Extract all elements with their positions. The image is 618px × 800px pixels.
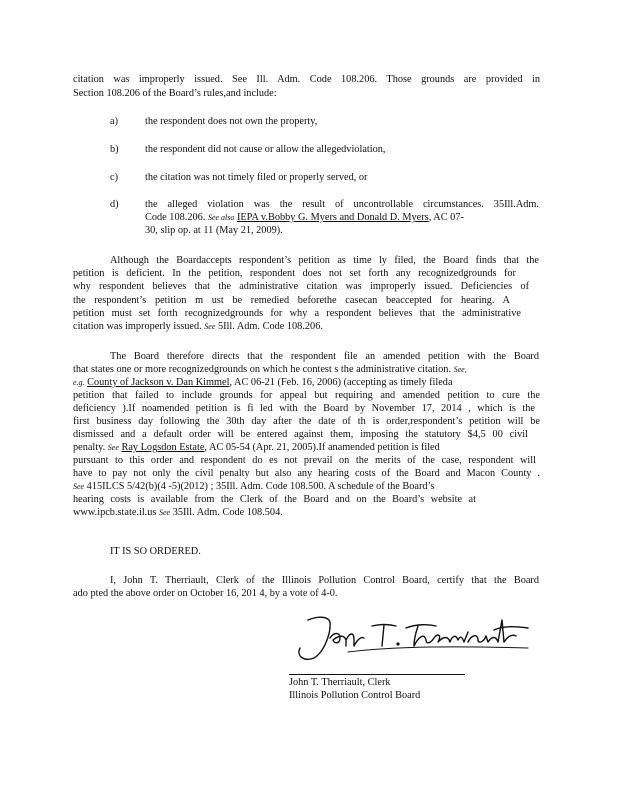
ground-b-label: b) [110,144,119,155]
para2-line-1: The Board therefore directs that the respondent file an amended petition with the Board [110,351,539,362]
para2-line-6: first business day following the 30th day after the date of th is order,respondent’s petition will be [73,416,540,427]
para1-line-5: petition must set forth recognizedgrounds for why a respondent believes that the administrative [73,308,521,319]
ground-a-label: a) [110,116,118,127]
intro-line-2: Section 108.206 of the Board’s rules,and include: [73,88,277,99]
eg-signal: e.g. [73,378,85,387]
para2-line-4: petition that failed to include grounds for appeal but requiring and amended petition to cure the [73,390,540,401]
para2-line-8: penalty. See Ray Logsdon Estate, AC 05-54 (Apr. 21, 2005).If anamended petition is filed [73,442,440,453]
see-signal: See [159,508,171,517]
case-citation-myers: IEPA v.Bobby G. Myers and Donald D. Myers [236,212,429,223]
para2-line-7: dismissed and a default order will be entered against them, imposing the statutory $4,5 00 civil [73,429,528,440]
ground-b-text: the respondent did not cause or allow the allegedviolation, [145,144,386,155]
para2-line-11: See 415ILCS 5/42(b)(4 -5)(2012) ; 35Ill. Adm. Code 108.500. A schedule of the Board’s [73,481,435,492]
certification-line-1: I, John T. Therriault, Clerk of the Illinois Pollution Control Board, certify that the Board [110,575,539,586]
ground-d-line-1: the alleged violation was the result of uncontrollable circumstances. 35Ill.Adm. [145,199,539,210]
para2-line-5: deficiency ).If noamended petition is fi led with the Board by November 17, 2014 , which is the [73,403,535,414]
clerk-name: John T. Therriault, Clerk [289,677,391,688]
see-signal: See [107,443,119,452]
para1-line-4: the respondent’s petition m ust be remedied beforethe casecan beaccepted for hearing. A [73,295,510,306]
board-name: Illinois Pollution Control Board [289,690,421,701]
para1-line-2: petition is deficient. In the petition, respondent does not set forth any recognizedgrounds for [73,268,516,279]
board-website[interactable]: www.ipcb.state.il.us [73,507,159,518]
ground-d-line-3: 30, slip op. at 11 (May 21, 2009). [145,225,283,236]
para1-line-3: why respondent believes that the administrative citation was improperly issued. Deficiencies of [73,281,529,292]
intro-line-1: citation was improperly issued. See Ill. Adm. Code 108.206. Those grounds are provided in [73,74,540,85]
ground-a-text: the respondent does not own the property, [145,116,318,127]
ground-c-label: c) [110,172,118,183]
so-ordered: IT IS SO ORDERED. [110,546,201,557]
para2-line-10: have to pay not only the civil penalty but also any hearing costs of the Board and Macon County . [73,468,540,479]
para2-line-12: hearing costs is available from the Clerk of the Board and on the Board’s website at [73,494,476,505]
para1-line-1: Although the Boardaccepts respondent’s petition as time ly filed, the Board finds that the [110,255,539,266]
case-citation-kimmel: County of Jackson v. Dan Kimmel [87,377,230,388]
ground-c-text: the citation was not timely filed or properly served, or [145,172,368,183]
para2-line-2: that states one or more recognizedgrounds on which he contest s the administrative citation. See, [73,364,467,375]
para2-line-3: e.g. County of Jackson v. Dan Kimmel, AC 06-21 (Feb. 16, 2006) (accepting as timely fileda [73,377,453,388]
ground-d-line-2: Code 108.206. See also IEPA v.Bobby G. Myers and Donald D. Myers, AC 07- [145,212,464,223]
signature-line [289,674,465,675]
see-signal: See, [453,365,467,374]
para1-line-6: citation was improperly issued. See 5Ill. Adm. Code 108.206. [73,321,323,332]
certification-line-2: ado pted the above order on October 16, 201 4, by a vote of 4-0. [73,588,338,599]
case-citation-logsdon: Ray Logsdon Estate [121,442,205,453]
ground-d-label: d) [110,199,119,210]
handwritten-signature [288,612,538,672]
para2-line-9: pursuant to this order and respondent do es not prevail on the merits of the case, respondent will [73,455,536,466]
para2-line-13: www.ipcb.state.il.us See 35Ill. Adm. Code 108.504. [73,507,283,518]
see-also-signal: See also [207,213,235,222]
see-signal: See [73,482,85,491]
see-signal: See [204,322,216,331]
